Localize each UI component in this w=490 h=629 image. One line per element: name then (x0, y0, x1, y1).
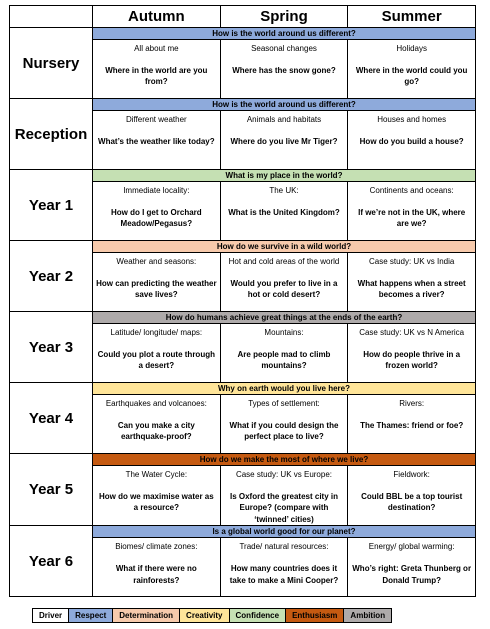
topic-text: The UK: (269, 186, 299, 195)
enquiry-question: Is Oxford the greatest city in Europe? (compare with ‘twinned’ cities) (229, 491, 338, 524)
curriculum-grid (9, 5, 476, 597)
theme-banner: How is the world around us different? (93, 99, 476, 111)
topic-text: Hot and cold areas of the world (228, 257, 340, 266)
year-label: Year 5 (10, 454, 93, 526)
term-cell (220, 395, 348, 454)
legend-item-creativity: Creativity (180, 609, 229, 622)
term-cell (348, 538, 476, 597)
driver-legend (32, 608, 392, 623)
theme-row (10, 526, 476, 538)
topic-text: Seasonal changes (251, 44, 317, 53)
term-cell (220, 466, 348, 526)
topic-text: Holidays (396, 44, 427, 53)
enquiry-question: How do you build a house? (359, 136, 464, 146)
term-cell (93, 111, 221, 170)
year-label: Year 4 (10, 383, 93, 454)
enquiry-question: What happens when a street becomes a river? (357, 278, 466, 300)
column-header-autumn: Autumn (93, 6, 221, 28)
enquiry-question: Where has the snow gone? (232, 65, 336, 75)
enquiry-question: If we’re not in the UK, where are we? (358, 207, 466, 229)
topic-text: Animals and habitats (246, 115, 322, 124)
topic-text: Fieldwork: (393, 470, 430, 479)
topic-text: Case study: UK vs N America (359, 328, 465, 337)
year-label: Year 6 (10, 526, 93, 597)
term-cell (348, 253, 476, 312)
corner-cell (10, 6, 93, 28)
theme-row (10, 170, 476, 182)
topic-text: Rivers: (399, 399, 425, 408)
enquiry-question: How do we maximise water as a resource? (98, 491, 214, 513)
enquiry-question: Can you make a city earthquake-proof? (117, 420, 195, 442)
term-cell (93, 395, 221, 454)
topic-text: Energy/ global warming: (368, 542, 455, 552)
topic-text: Types of settlement: (248, 399, 320, 408)
term-cell (348, 395, 476, 454)
topic-text: Latitude/ longitude/ maps: (110, 328, 203, 337)
theme-row (10, 28, 476, 40)
theme-banner: How do we make the most of where we live? (93, 454, 476, 466)
term-cell (93, 466, 221, 526)
term-cell (348, 182, 476, 241)
enquiry-question: Where in the world are you from? (105, 65, 208, 87)
term-cell (93, 182, 221, 241)
enquiry-question: What is the United Kingdom? (228, 207, 340, 217)
term-cell (348, 466, 476, 526)
topic-text: Different weather (125, 115, 187, 124)
enquiry-question: What if there were no rainforests? (115, 563, 197, 585)
enquiry-question: Where in the world could you go? (355, 65, 468, 87)
topic-text: Earthquakes and volcanoes: (105, 399, 207, 408)
legend-item-ambition: Ambition (344, 609, 391, 622)
year-label: Year 3 (10, 312, 93, 383)
term-cell (220, 182, 348, 241)
topic-text: Continents and oceans: (369, 186, 454, 195)
term-cell (348, 111, 476, 170)
term-cell (220, 253, 348, 312)
topic-text: Biomes/ climate zones: (115, 542, 198, 552)
enquiry-question: Could BBL be a top tourist destination? (361, 491, 463, 513)
theme-banner: What is my place in the world? (93, 170, 476, 182)
column-header-summer: Summer (348, 6, 476, 28)
topic-text: Weather and seasons: (116, 257, 197, 266)
topic-text: Case study: UK vs Europe: (235, 470, 332, 479)
legend-item-confidence: Confidence (230, 609, 287, 622)
theme-banner: How do humans achieve great things at the ends of the earth? (93, 312, 476, 324)
theme-row (10, 312, 476, 324)
year-label: Reception (10, 99, 93, 170)
term-cell (93, 538, 221, 597)
enquiry-question: What’s the weather like today? (98, 136, 215, 146)
term-cell (220, 538, 348, 597)
year-label: Year 2 (10, 241, 93, 312)
theme-banner: How is the world around us different? (93, 28, 476, 40)
term-cell (93, 253, 221, 312)
theme-banner: Why on earth would you live here? (93, 383, 476, 395)
topic-text: All about me (134, 44, 179, 53)
term-cell (220, 324, 348, 383)
column-header-spring: Spring (220, 6, 348, 28)
enquiry-question: The Thames: friend or foe? (360, 420, 464, 430)
enquiry-question: Where do you live Mr Tiger? (230, 136, 338, 146)
term-cell (348, 40, 476, 99)
term-cell (220, 40, 348, 99)
term-cell (348, 324, 476, 383)
enquiry-question: Are people mad to climb mountains? (237, 349, 331, 371)
legend-item-determination: Determination (113, 609, 180, 622)
topic-text: Mountains: (264, 328, 304, 337)
topic-text: Immediate locality: (123, 186, 190, 195)
enquiry-question: How can predicting the weather save lives? (96, 278, 217, 300)
theme-row (10, 454, 476, 466)
year-label: Nursery (10, 28, 93, 99)
legend-item-driver: Driver (33, 609, 69, 622)
term-cell (93, 40, 221, 99)
enquiry-question: Could you plot a route through a desert? (97, 349, 215, 371)
enquiry-question: How many countries does it take to make a Mini Cooper? (229, 563, 339, 585)
theme-row (10, 241, 476, 253)
theme-banner: How do we survive in a wild world? (93, 241, 476, 253)
enquiry-question: What if you could design the perfect place to live? (229, 420, 339, 442)
enquiry-question: Would you prefer to live in a hot or cold desert? (230, 278, 338, 300)
year-label: Year 1 (10, 170, 93, 241)
topic-text: Case study: UK vs India (368, 257, 455, 266)
enquiry-question: How do people thrive in a frozen world? (363, 349, 461, 371)
topic-text: Trade/ natural resources: (239, 542, 329, 552)
header-row (10, 6, 476, 28)
theme-row (10, 99, 476, 111)
term-cell (220, 111, 348, 170)
term-cell (93, 324, 221, 383)
theme-banner: Is a global world good for our planet? (93, 526, 476, 538)
theme-row (10, 383, 476, 395)
topic-text: Houses and homes (377, 115, 447, 124)
enquiry-question: Who’s right: Greta Thunberg or Donald Trump? (352, 563, 472, 585)
legend-item-enthusiasm: Enthusiasm (286, 609, 344, 622)
legend-item-respect: Respect (69, 609, 113, 622)
enquiry-question: How do I get to Orchard Meadow/Pegasus? (110, 207, 202, 229)
topic-text: The Water Cycle: (125, 470, 188, 479)
